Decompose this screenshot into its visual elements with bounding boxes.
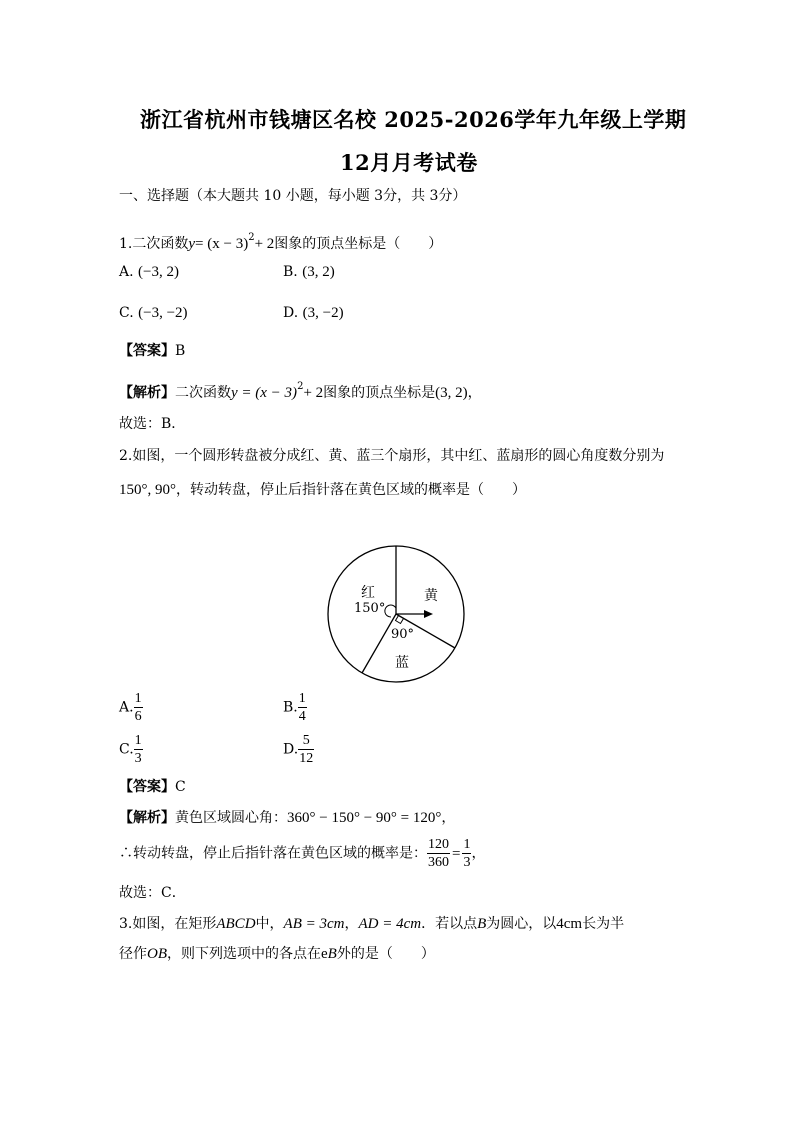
q3-line1-f: 长为半 xyxy=(582,916,625,932)
q2-option-d-num: 5 xyxy=(298,732,314,750)
q3-line2-c: 外的是（ ） xyxy=(336,946,435,962)
q3-line1-b: 中， xyxy=(255,916,284,932)
q2-analysis-line1-math: 360° − 150° − 90° = 120° xyxy=(287,810,442,826)
spinner-figure xyxy=(325,543,467,685)
q3-line1-d: ．若以点 xyxy=(421,916,478,932)
q2-option-c-den: 3 xyxy=(134,751,142,766)
q2-answer-tag: 【答案】 xyxy=(119,779,175,795)
q2-option-a-den: 6 xyxy=(134,709,142,724)
q2-option-b-label: B. xyxy=(283,699,298,716)
q2-option-c-fraction xyxy=(134,732,143,767)
q3-ob: OB xyxy=(147,946,167,962)
q2-option-d-fraction xyxy=(298,732,314,767)
q1-analysis-formula: y = (x − 3) xyxy=(231,385,298,401)
q1-option-d xyxy=(283,303,344,323)
q2-stem-line2 xyxy=(119,480,526,500)
q2-analysis-line2-end: ， xyxy=(471,845,486,862)
q1-option-c-label: C. xyxy=(119,305,134,321)
q3-ad-length: AD = 4cm xyxy=(358,916,422,932)
q2-option-c-num: 1 xyxy=(134,733,142,748)
q1-analysis-point: (3, 2) xyxy=(435,385,468,401)
q3-stem-line2 xyxy=(119,944,435,964)
q1-option-c-value: (−3, −2) xyxy=(138,305,188,321)
q1-analysis-tag: 【解析】 xyxy=(119,385,175,401)
q1-choose: 故选：B． xyxy=(119,416,186,432)
q2-analysis-frac1-num: 120 xyxy=(428,837,449,852)
q1-formula-y: y xyxy=(188,236,196,252)
q2-stem-line2-text: ，转动转盘，停止后指针落在黄色区域的概率是（ ） xyxy=(176,482,526,498)
q3-circle-symbol: e xyxy=(321,946,328,962)
spinner-angle-blue: 90° xyxy=(391,627,415,642)
q2-analysis-frac2-num: 1 xyxy=(463,837,471,852)
spinner-label-red: 红 xyxy=(361,585,375,601)
q3-point-b: B xyxy=(477,916,487,932)
q2-analysis-line1-text: 黄色区域圆心角： xyxy=(175,810,287,826)
page-title-line1: 浙江省杭州市钱塘区名校 2025-2026学年九年级上学期 xyxy=(140,107,687,132)
q2-analysis-frac1 xyxy=(427,836,450,871)
q2-option-b-den: 4 xyxy=(298,709,306,724)
q1-stem xyxy=(119,228,442,254)
q2-angles: 150°, 90° xyxy=(119,482,176,498)
q3-line1-a: 3.如图，在矩形 xyxy=(119,916,217,932)
q2-option-c-label: C. xyxy=(119,741,134,758)
q1-prefix: 1.二次函数 xyxy=(119,236,189,252)
spinner-angle-red: 150° xyxy=(354,601,386,616)
q1-option-c xyxy=(119,303,188,323)
q1-analysis xyxy=(119,377,482,403)
spinner-divider-lower-left xyxy=(362,614,396,673)
q2-analysis-frac2-den: 3 xyxy=(463,855,471,870)
q2-option-b-fraction xyxy=(298,690,307,725)
q1-answer-value: B xyxy=(175,343,186,359)
spinner-label-blue: 蓝 xyxy=(395,655,409,671)
q1-suffix: 图象的顶点坐标是（ ） xyxy=(274,236,443,252)
q3-line1-e: 为圆心，以 xyxy=(486,916,557,932)
q2-analysis-line1-end: ， xyxy=(441,810,456,826)
q2-answer-value: C xyxy=(175,779,186,795)
q3-rect-name: ABCD xyxy=(216,916,256,932)
q3-ab-length: AB = 3cm xyxy=(283,916,345,932)
q2-option-b-num: 1 xyxy=(298,691,306,706)
q1-analysis-post: 图象的顶点坐标是 xyxy=(323,385,436,401)
q1-option-b-value: (3, 2) xyxy=(302,264,335,280)
q2-option-a-label: A. xyxy=(119,699,134,716)
q3-radius: 4cm xyxy=(556,916,583,932)
q2-answer xyxy=(119,777,186,797)
q2-option-d xyxy=(283,732,314,767)
q2-analysis-frac1-den: 360 xyxy=(428,855,449,870)
q1-analysis-tail: + 2 xyxy=(303,385,324,401)
q1-formula-exp: 2 xyxy=(248,232,255,243)
q1-formula-tail: + 2 xyxy=(254,236,275,252)
q1-option-a-label: A. xyxy=(119,264,134,280)
q2-option-a-num: 1 xyxy=(134,691,142,706)
q2-option-b xyxy=(283,690,307,725)
q2-option-c xyxy=(119,732,143,767)
q1-answer xyxy=(119,341,185,361)
q2-analysis-line2 xyxy=(119,836,485,871)
q1-option-b xyxy=(283,262,335,282)
q2-analysis-eq: = xyxy=(452,845,461,862)
q2-analysis-line1 xyxy=(119,808,455,828)
q2-option-d-den: 12 xyxy=(299,751,314,766)
q1-analysis-end: ， xyxy=(467,385,482,401)
q2-analysis-line2-text: ∴转动转盘，停止后指针落在黄色区域的概率是： xyxy=(119,845,427,862)
spinner-label-yellow: 黄 xyxy=(424,588,438,604)
q2-option-d-label: D. xyxy=(283,741,299,758)
page-title-line2: 12月月考试卷 xyxy=(340,150,478,175)
q3-line2-a: 径作 xyxy=(119,946,147,962)
q2-analysis-tag: 【解析】 xyxy=(119,810,175,826)
q3-circle-center: B xyxy=(327,946,337,962)
q1-analysis-exp: 2 xyxy=(297,381,304,392)
q2-option-a-fraction xyxy=(134,690,143,725)
pointer-arrow-head xyxy=(424,610,433,618)
q1-answer-tag: 【答案】 xyxy=(119,343,175,359)
q3-line2-b: ，则下列选项中的各点在 xyxy=(167,946,321,962)
q3-stem-line1 xyxy=(119,914,624,934)
q1-option-b-label: B. xyxy=(283,264,298,280)
q1-formula-eq: = (x − 3) xyxy=(195,236,249,252)
q1-option-d-label: D. xyxy=(283,305,299,321)
q2-choose: 故选：C． xyxy=(119,885,186,901)
q1-option-a-value: (−3, 2) xyxy=(138,264,179,280)
q2-option-a xyxy=(119,690,143,725)
red-angle-arc xyxy=(385,605,396,617)
q3-line1-c: ， xyxy=(344,916,359,932)
q2-stem-line1: 2.如图，一个圆形转盘被分成红、黄、蓝三个扇形，其中红、蓝扇形的圆心角度数分别为 xyxy=(119,448,665,464)
q1-option-d-value: (3, −2) xyxy=(302,305,344,321)
section-heading: 一、选择题（本大题共 10 小题，每小题 3分，共 3分） xyxy=(119,188,467,204)
q1-option-a xyxy=(119,262,179,282)
q1-analysis-pre: 二次函数 xyxy=(175,385,231,401)
